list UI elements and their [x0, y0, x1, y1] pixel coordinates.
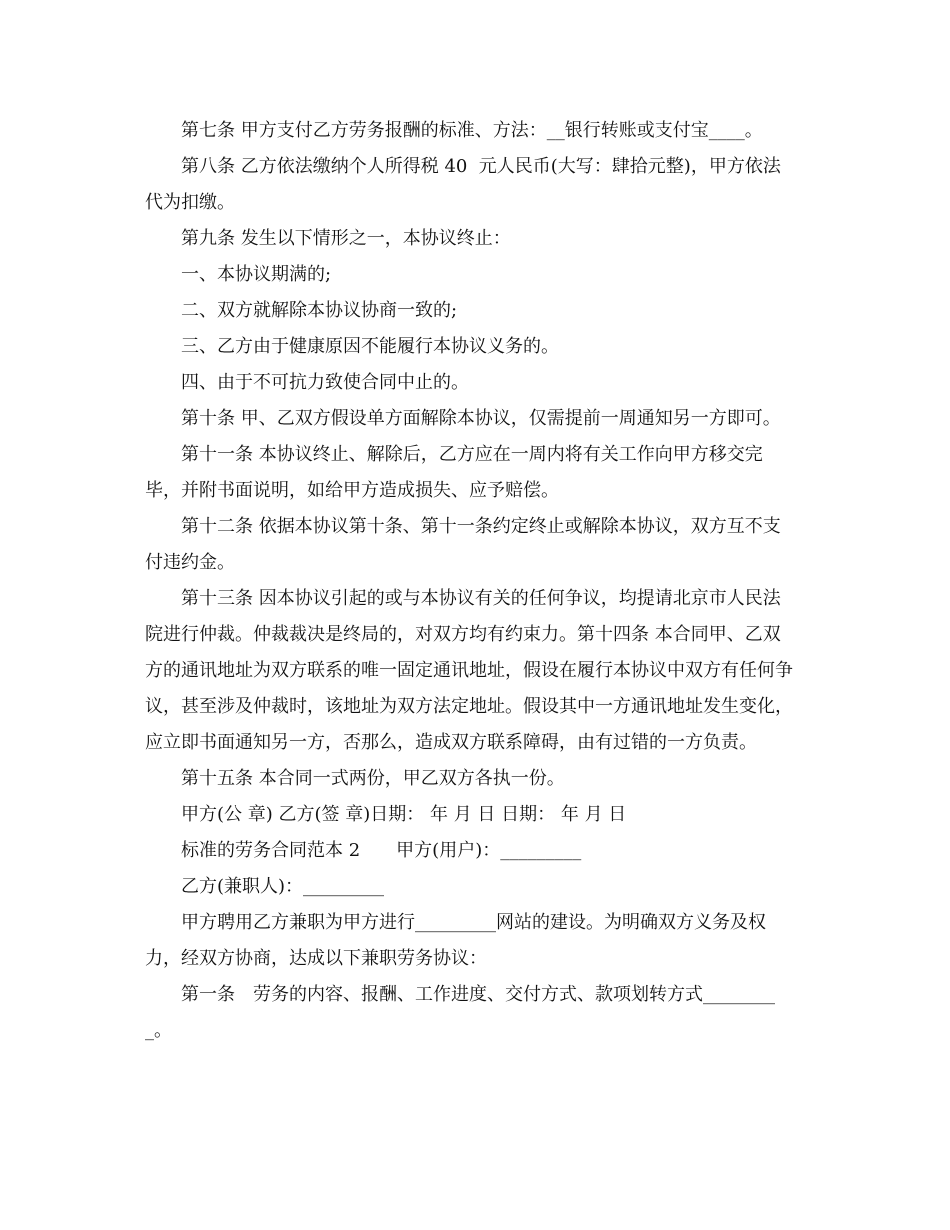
clause-9-item-4: 四、由于不可抗力致使合同中止的。 — [181, 372, 469, 393]
clause-12: 第十二条 依据本协议第十条、第十一条约定终止或解除本协议，双方互不支付违约金。 — [145, 516, 781, 573]
clause-11: 第十一条 本协议终止、解除后，乙方应在一周内将有关工作向甲方移交完毕，并附书面说明，如给甲方造成损失、应予赔偿。 — [145, 444, 763, 501]
template-2-preamble: 甲方聘用乙方兼职为甲方进行_________网站的建设。为明确双方义务及权力，经双方协商，达成以下兼职劳务协议： — [145, 912, 766, 969]
template-2-party-b: 乙方(兼职人)：_________ — [181, 876, 385, 897]
clause-13-14: 第十三条 因本协议引起的或与本协议有关的任何争议，均提请北京市人民法院进行仲裁。仲裁裁决是终局的，对双方均有约束力。第十四条 本合同甲、乙双方的通讯地址为双方联系的唯一固定通讯地址，假设在履行本协议中双方有任何争议，甚至涉及仲裁时，该地址为双方法定地址。假设其中一方通讯地址发生变化，应立即书面通知另一方，否那么，造成双方联系障碍，由有过错的一方负责。 — [145, 588, 793, 753]
clause-10: 第十条 甲、乙双方假设单方面解除本协议，仅需提前一周通知另一方即可。 — [181, 408, 781, 429]
clause-9-item-1: 一、本协议期满的; — [181, 264, 332, 285]
clause-9-item-2: 二、双方就解除本协议协商一致的; — [181, 300, 458, 321]
clause-15: 第十五条 本合同一式两份，甲乙双方各执一份。 — [181, 768, 565, 789]
clause-9: 第九条 发生以下情形之一，本协议终止： — [181, 228, 511, 249]
clause-7: 第七条 甲方支付乙方劳务报酬的标准、方法：__银行转账或支付宝____。 — [181, 120, 763, 141]
template-2-party-a: 标准的劳务合同范本 2 甲方(用户)：_________ — [181, 840, 582, 861]
clause-8: 第八条 乙方依法缴纳个人所得税 40 元人民币(大写：肆拾元整)，甲方依法代为扣缴。 — [145, 156, 781, 213]
document-body — [145, 113, 795, 1049]
signature-line: 甲方(公 章) 乙方(签 章)日期： 年 月 日 日期： 年 月 日 — [181, 804, 627, 825]
template-2-clause-1: 第一条 劳务的内容、报酬、工作进度、交付方式、款项划转方式_________。 — [145, 984, 775, 1041]
clause-9-item-3: 三、乙方由于健康原因不能履行本协议义务的。 — [181, 336, 559, 357]
